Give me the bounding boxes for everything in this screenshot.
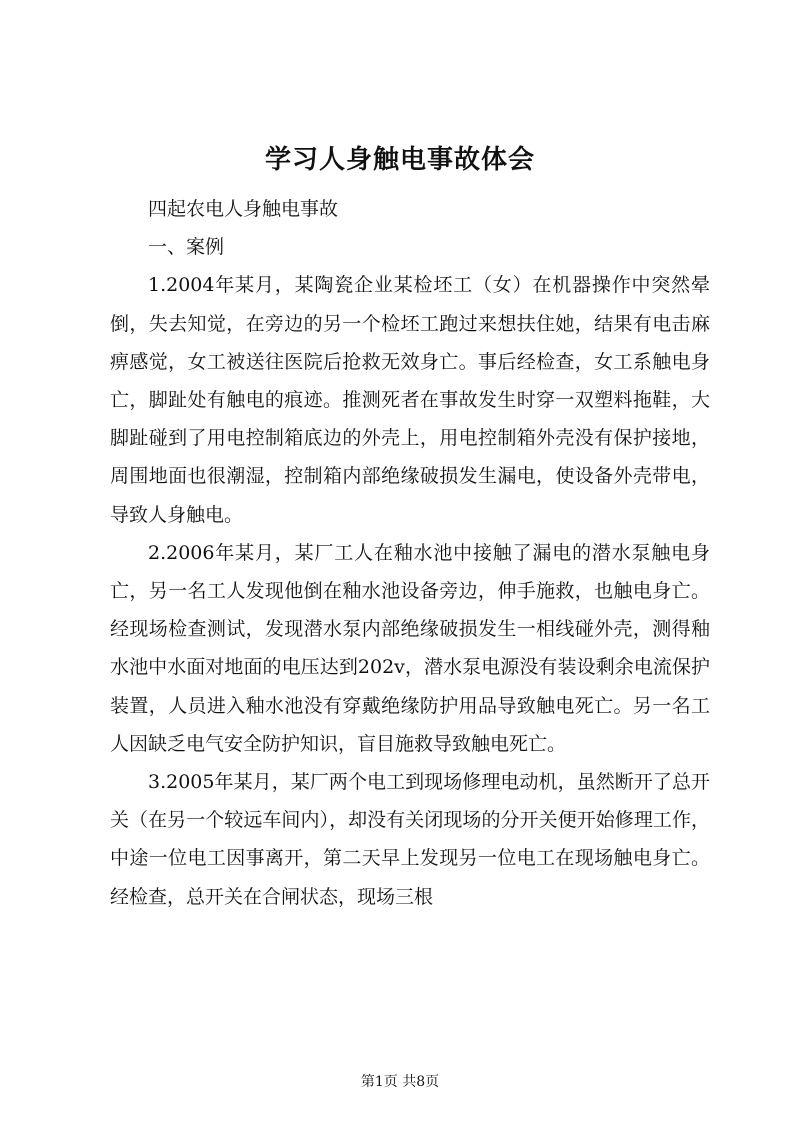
case-paragraph-3: 3.2005年某月，某厂两个电工到现场修理电动机，虽然断开了总开关（在另一个较远车间内），却没有关闭现场的分开关便开始修理工作，中途一位电工因事离开，第二天早上发现另一位电工在现场触电身亡。经检查，总开关在合闸状态，现场三根 [110,771,710,908]
page-footer: 第1页 共8页 [360,1074,440,1090]
document-title: 学习人身触电事故体会 [264,145,535,175]
case-paragraph-2: 2.2006年某月，某厂工人在釉水池中接触了漏电的潜水泵触电身亡，另一名工人发现他倒在釉水池设备旁边，伸手施救，也触电身亡。经现场检查测试，发现潜水泵内部绝缘破损发生一相线碰外壳，测得釉水池中水面对地面的电压达到202v，潜水泵电源没有装设剩余电流保护装置，人员进入釉水池没有穿戴绝缘防护用品导致触电死亡。另一名工人因缺乏电气安全防护知识，盲目施救导致触电死亡。 [110,541,710,755]
subsection-heading: 一、案例 [148,236,225,259]
case-paragraph-1: 1.2004年某月，某陶瓷企业某检坯工（女）在机器操作中突然晕倒，失去知觉，在旁边的另一个检坯工跑过来想扶住她，结果有电击麻痹感觉，女工被送往医院后抢救无效身亡。事后经检查，女工系触电身亡，脚趾处有触电的痕迹。推测死者在事故发生时穿一双塑料拖鞋，大脚趾碰到了用电控制箱底边的外壳上，用电控制箱外壳没有保护接地，周围地面也很潮湿，控制箱内部绝缘破损发生漏电，使设备外壳带电，导致人身触电。 [110,274,710,526]
section-heading: 四起农电人身触电事故 [148,198,339,220]
document-body [110,190,710,916]
